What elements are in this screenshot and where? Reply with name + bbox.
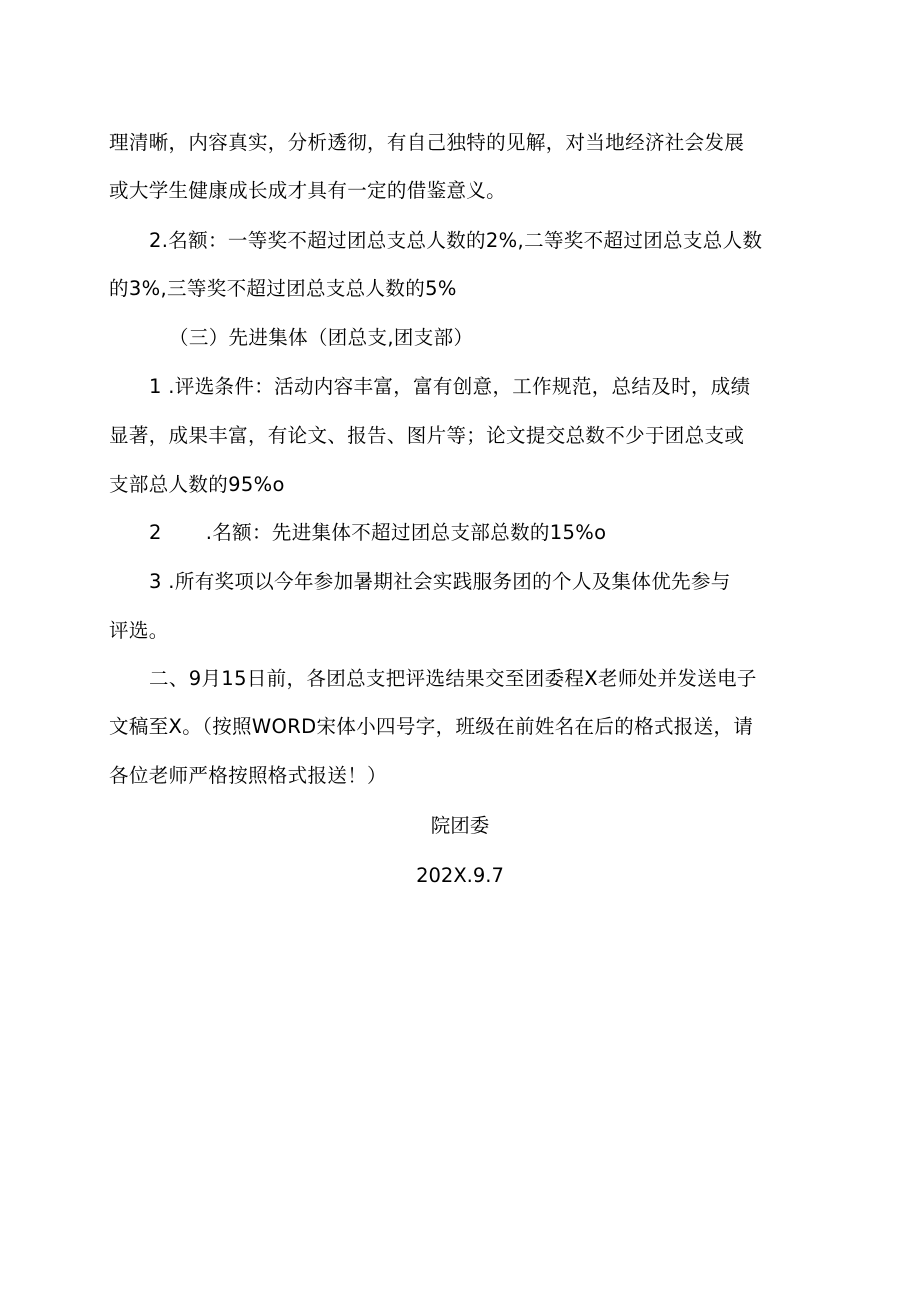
paragraph-1-line-2: 或大学生健康成长成才具有一定的借鉴意义。 (109, 179, 507, 202)
paragraph-4-line-2: 显著，成果丰富，有论文、报告、图片等；论文提交总数不少于团总支或 (109, 424, 745, 447)
paragraph-4-line-3: 支部总人数的95%o (109, 473, 285, 496)
paragraph-7-line-3: 各位老师严格按照格式报送！） (109, 764, 387, 787)
paragraph-7-line-1: 二、9月15日前，各团总支把评选结果交至团委程X老师处并发送电子 (149, 667, 757, 690)
paragraph-5-number: 2 (149, 521, 162, 544)
signature-organization: 院团委 (430, 814, 490, 837)
paragraph-6-line-1: 3 .所有奖项以今年参加暑期社会实践服务团的个人及集体优先参与 (149, 570, 731, 593)
paragraph-2-line-2: 的3%,三等奖不超过团总支总人数的5% (109, 277, 457, 300)
paragraph-7-line-2: 文稿至X。（按照WORD宋体小四号字，班级在前姓名在后的格式报送，请 (109, 715, 754, 738)
paragraph-2-line-1: 2.名额：一等奖不超过团总支总人数的2%,二等奖不超过团总支总人数 (149, 229, 763, 252)
paragraph-5-text: .名额：先进集体不超过团总支部总数的15%o (205, 521, 607, 544)
paragraph-1-line-1: 理清晰，内容真实，分析透彻，有自己独特的见解，对当地经济社会发展 (109, 131, 745, 154)
paragraph-4-line-1: 1 .评选条件：活动内容丰富，富有创意，工作规范，总结及时，成绩 (149, 375, 751, 398)
section-heading-advanced-collective: （三）先进集体（团总支,团支部） (169, 326, 474, 349)
paragraph-5 (149, 521, 606, 545)
signature-date: 202X.9.7 (416, 864, 504, 887)
paragraph-6-line-2: 评选。 (109, 619, 169, 642)
